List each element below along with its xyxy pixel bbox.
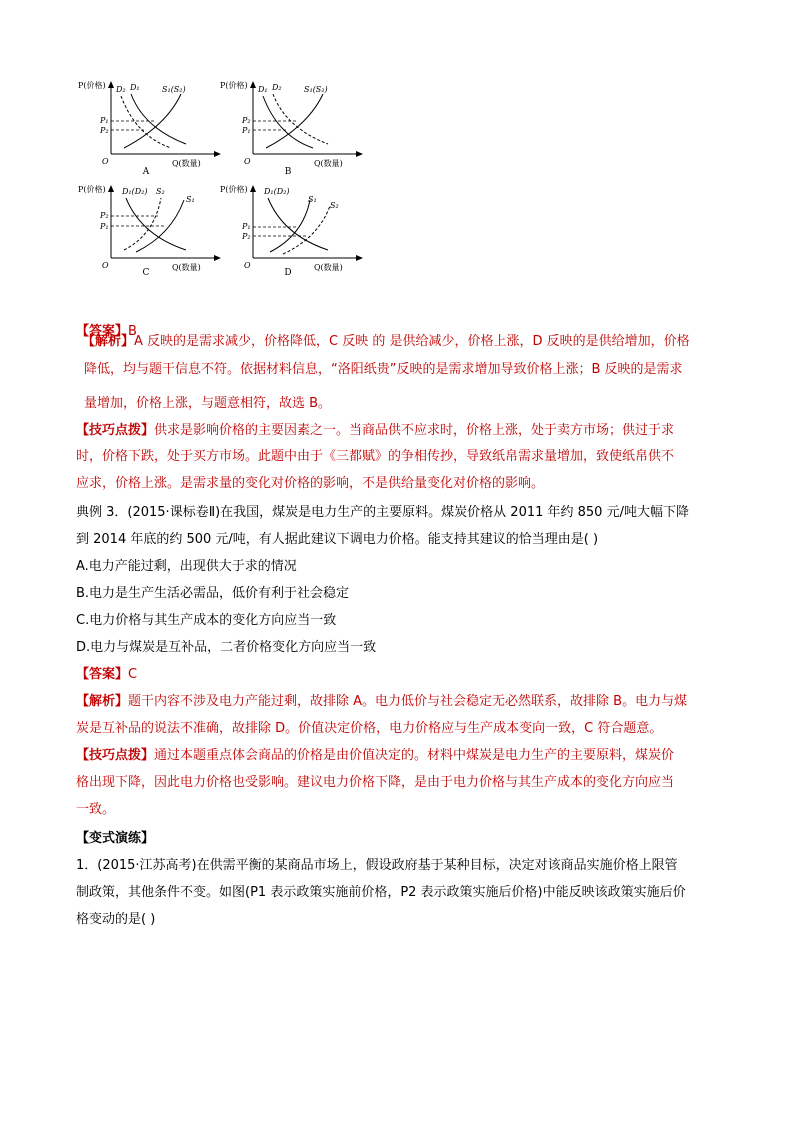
answer-tag: 【答案】 [76,667,129,682]
d-label-2: D₁ [130,83,140,92]
p-upper-label: P₂ [100,211,109,220]
tip-1-line-2: 时，价格下跌，处于买方市场。此题中由于《三都赋》的争相传抄，导致纸帛需求量增加，致使纸帛供不 [76,449,675,464]
tip-tag: 【技巧点拨】 [76,423,155,438]
practice-line-2: 制政策，其他条件不变。如图(P1 表示政策实施前价格，P2 表示政策实施后价格)中能反映该政策实施后价 [76,885,686,900]
tip-2-line-2: 格出现下降，因此电力价格也受影响。建议电力价格下降，是由于电力价格与其生产成本的变化方向应当 [76,775,675,790]
analysis-1-text-1: A 反映的是需求减少，价格降低，C 反映 的 是供给减少，价格上涨，D 反映的是供给增加，价格 [134,334,690,349]
analysis-tag: 【解析】 [76,694,129,709]
origin-label: O [244,261,251,270]
practice-line-3: 格变动的是( ) [76,912,156,927]
d-label: D₁(D₂) [122,187,148,196]
demand-curve-d1 [131,94,186,144]
option-c: C.电力价格与其生产成本的变化方向应当一致 [76,613,337,628]
d-label-1: D₂ [116,85,126,94]
p-upper-label: P₂ [242,116,251,125]
axis-q-label: Q(数量) [172,159,201,168]
analysis-2-text-1: 题干内容不涉及电力产能过剩，故排除 A。电力低价与社会稳定无必然联系，故排除 B。电力与煤 [128,694,688,709]
tip-tag: 【技巧点拨】 [76,748,155,763]
demand-curve-d1 [268,198,328,250]
p-lower-label: P₁ [242,126,251,135]
graph-d-letter: D [284,268,292,278]
answer-value: C [128,667,138,682]
practice-title: 【变式演练】 [76,831,155,846]
axis-p-label: P(价格) [220,81,248,90]
origin-label: O [102,157,109,166]
demand-curve-d2 [121,96,171,148]
analysis-1-line-1 [82,329,690,355]
option-a: A.电力产能过剩，出现供大于求的情况 [76,559,297,574]
s-label-2: S₂ [330,201,339,210]
practice-line-1: 1．(2015·江苏高考)在供需平衡的某商品市场上，假设政府基于某种目标，决定对该商品实施价格上限管 [76,858,678,873]
s-label: S₁(S₂) [162,85,186,94]
p-upper-label: P₁ [242,222,251,231]
graph-a-letter: A [142,167,150,177]
answer-value: B [128,324,137,339]
axis-q-label: Q(数量) [314,263,343,272]
answer-2 [76,662,137,688]
s-label-1: S₁ [308,195,317,204]
analysis-tag: 【解析】 [82,334,135,349]
p-lower-label: P₂ [100,126,109,135]
graph-c-letter: C [142,268,150,278]
analysis-2-line-1 [76,689,687,715]
p-lower-label: P₁ [100,222,109,231]
demand-curve-d1 [263,96,313,148]
d-label: D₁(D₂) [264,187,290,196]
s-label-1: S₂ [156,187,165,196]
p-axis-arrow [108,81,114,88]
option-b: B.电力是生产生活必需品，低价有利于社会稳定 [76,586,350,601]
tip-2-line-3: 一致。 [76,802,116,817]
p-upper-label: P₁ [100,116,109,125]
option-d: D.电力与煤炭是互补品，二者价格变化方向应当一致 [76,640,377,655]
axis-p-label: P(价格) [78,185,106,194]
answer-tag: 【答案】 [76,324,129,339]
axis-p-label: P(价格) [220,185,248,194]
origin-label: O [244,157,251,166]
graph-b-letter: B [284,167,292,177]
example-3-line-1: 典例 3．(2015·课标卷Ⅱ)在我国，煤炭是电力生产的主要原料。煤炭价格从 2011 年约 850 元/吨大幅下降 [76,505,689,520]
supply-curve-s1 [270,200,310,252]
s-label: S₁(S₂) [304,85,328,94]
analysis-1-line-2: 降低，均与题干信息不符。依据材料信息，“洛阳纸贵”反映的是需求增加导致价格上涨；B 反映的是需求 [84,362,683,377]
d-label-1: D₁ [258,85,268,94]
analysis-1-line-3: 量增加，价格上涨，与题意相符，故选 B。 [84,396,332,411]
example-3-line-2: 到 2014 年底的约 500 元/吨，有人据此建议下调电力价格。能支持其建议的恰当理由是( ) [76,532,599,547]
tip-2-text-1: 通过本题重点体会商品的价格是由价值决定的。材料中煤炭是电力生产的主要原料，煤炭价 [154,748,675,763]
tip-1-line-1 [76,418,674,444]
p-axis-arrow [250,185,256,192]
origin-label: O [102,261,109,270]
demand-curve-d1 [126,198,186,250]
demand-curve-d2 [273,94,328,144]
p-lower-label: P₂ [242,232,251,241]
tip-2-line-1 [76,743,674,769]
d-label-2: D₂ [272,83,282,92]
p-axis-arrow [108,185,114,192]
tip-1-text-1: 供求是影响价格的主要因素之一。当商品供不应求时，价格上涨，处于卖方市场；供过于求 [154,423,675,438]
analysis-2-line-2: 炭是互补品的说法不准确，故排除 D。价值决定价格，电力价格应与生产成本变向一致，C 符合题意。 [76,721,663,736]
axis-q-label: Q(数量) [314,159,343,168]
axis-q-label: Q(数量) [172,263,201,272]
axis-p-label: P(价格) [78,81,106,90]
s-label-2: S₁ [186,195,195,204]
tip-1-line-3: 应求，价格上涨。是需求量的变化对价格的影响，不是供给量变化对价格的影响。 [76,476,545,491]
q-axis-arrow [356,255,363,261]
p-axis-arrow [250,81,256,88]
q-axis-arrow [356,151,363,157]
